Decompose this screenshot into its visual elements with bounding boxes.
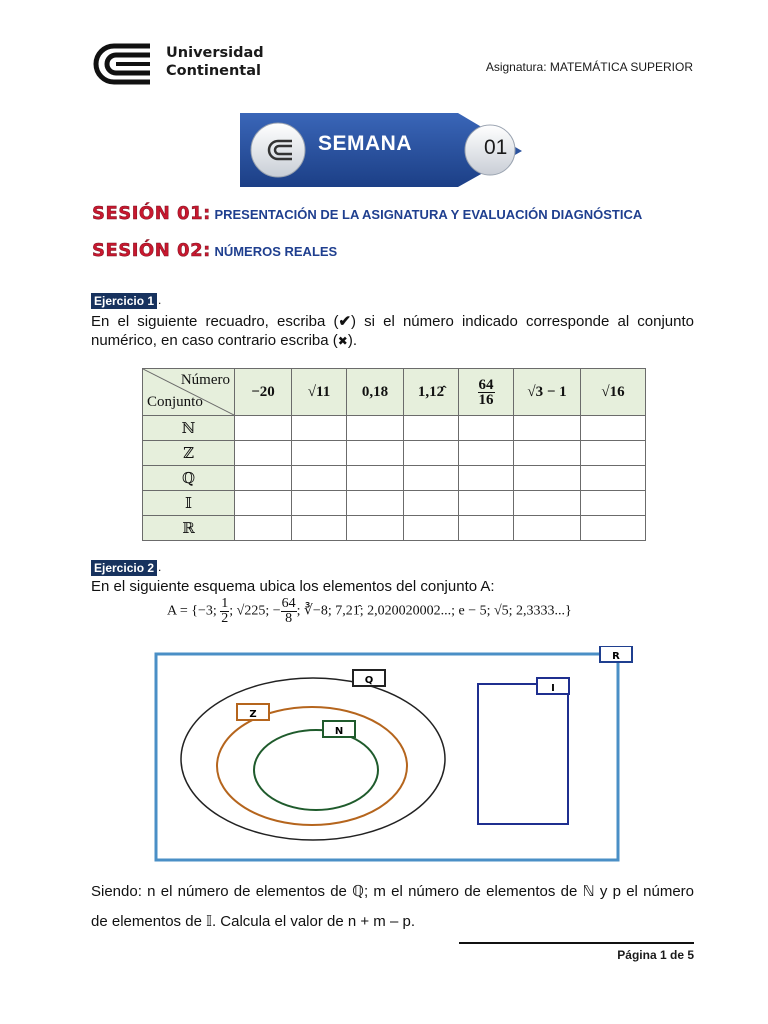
column-header-fraction bbox=[459, 369, 514, 416]
exercise-1-tag: Ejercicio 1 bbox=[91, 293, 157, 309]
table-row bbox=[143, 441, 646, 466]
university-logo-icon bbox=[92, 42, 156, 86]
table-row bbox=[143, 416, 646, 441]
column-header: 0,18 bbox=[347, 369, 404, 416]
column-header: √11 bbox=[292, 369, 347, 416]
set-a-formula bbox=[167, 597, 572, 626]
exercise-2-question: Siendo: n el número de elementos de ℚ; m el número de elementos de ℕ y p el número de elementos de 𝕀. Calcula el valor de n + m – p. bbox=[91, 883, 694, 930]
semana-number: 01 bbox=[484, 136, 508, 159]
corner-cell bbox=[143, 369, 235, 416]
row-header: ℕ bbox=[143, 416, 235, 441]
irrational-set-rect bbox=[478, 684, 568, 824]
formula-frac-den: 8 bbox=[285, 611, 293, 626]
session-01 bbox=[92, 203, 642, 224]
university-name bbox=[166, 44, 264, 80]
logo-line-2: Continental bbox=[166, 63, 261, 79]
number-sets-table bbox=[142, 368, 646, 541]
formula-part-a: A = {−3; bbox=[167, 603, 221, 619]
check-icon: ✔ bbox=[338, 313, 352, 330]
session-02-title: NÚMEROS REALES bbox=[214, 244, 338, 259]
column-header: 1,12̂ bbox=[404, 369, 459, 416]
label-z: Z bbox=[249, 709, 257, 720]
label-n: N bbox=[334, 726, 344, 737]
row-header: ℚ bbox=[143, 466, 235, 491]
label-q: Q bbox=[364, 675, 374, 686]
exercise-2-tag: Ejercicio 2 bbox=[91, 560, 157, 576]
session-01-title: PRESENTACIÓN DE LA ASIGNATURA Y EVALUACIÓN DIAGNÓSTICA bbox=[214, 207, 643, 222]
cross-icon: ✖ bbox=[337, 334, 348, 348]
frac-den: 16 bbox=[478, 391, 494, 408]
column-header: √3 − 1 bbox=[514, 369, 581, 416]
formula-half-den: 2 bbox=[221, 611, 229, 626]
table-row bbox=[143, 491, 646, 516]
formula-part-b: ; √225; − bbox=[229, 603, 281, 619]
exercise-1-instructions bbox=[91, 312, 694, 351]
session-02-key: SESIÓN 02: bbox=[92, 240, 211, 261]
column-header: √16 bbox=[581, 369, 646, 416]
formula-frac-num: 64 bbox=[281, 596, 296, 611]
frac-num: 64 bbox=[478, 376, 494, 393]
row-header: ℝ bbox=[143, 516, 235, 541]
row-header: ℤ bbox=[143, 441, 235, 466]
table-header-row bbox=[143, 369, 646, 416]
session-02 bbox=[92, 240, 337, 261]
label-r: R bbox=[612, 651, 620, 662]
subject-label: Asignatura: MATEMÁTICA SUPERIOR bbox=[485, 60, 693, 74]
column-header: −20 bbox=[235, 369, 292, 416]
formula-half-num: 1 bbox=[221, 596, 229, 611]
instr-part-a: En el siguiente recuadro, escriba ( bbox=[91, 313, 339, 330]
formula-part-c: ; ∛−8; 7,21̂; 2,020020002...; e − 5; √5; 2,3333...} bbox=[296, 603, 572, 619]
corner-numero: Número bbox=[180, 372, 230, 388]
table-row bbox=[143, 466, 646, 491]
page-number: Página 1 de 5 bbox=[617, 948, 694, 962]
label-i: I bbox=[551, 683, 555, 694]
sets-venn-diagram bbox=[150, 646, 640, 864]
table-row bbox=[143, 516, 646, 541]
instr-part-b: ) si el número indicado corresponde al conjunto numérico, en caso contrario escriba ( bbox=[91, 313, 695, 349]
semana-label: SEMANA bbox=[318, 132, 413, 155]
footer-divider bbox=[459, 942, 694, 944]
session-01-key: SESIÓN 01: bbox=[92, 203, 211, 224]
instr-part-c: ). bbox=[347, 332, 358, 349]
corner-conjunto: Conjunto bbox=[147, 394, 203, 410]
logo-line-1: Universidad bbox=[166, 45, 264, 61]
exercise-2-instructions: En el siguiente esquema ubica los elementos del conjunto A: bbox=[91, 578, 495, 595]
row-header: 𝕀 bbox=[143, 491, 235, 516]
